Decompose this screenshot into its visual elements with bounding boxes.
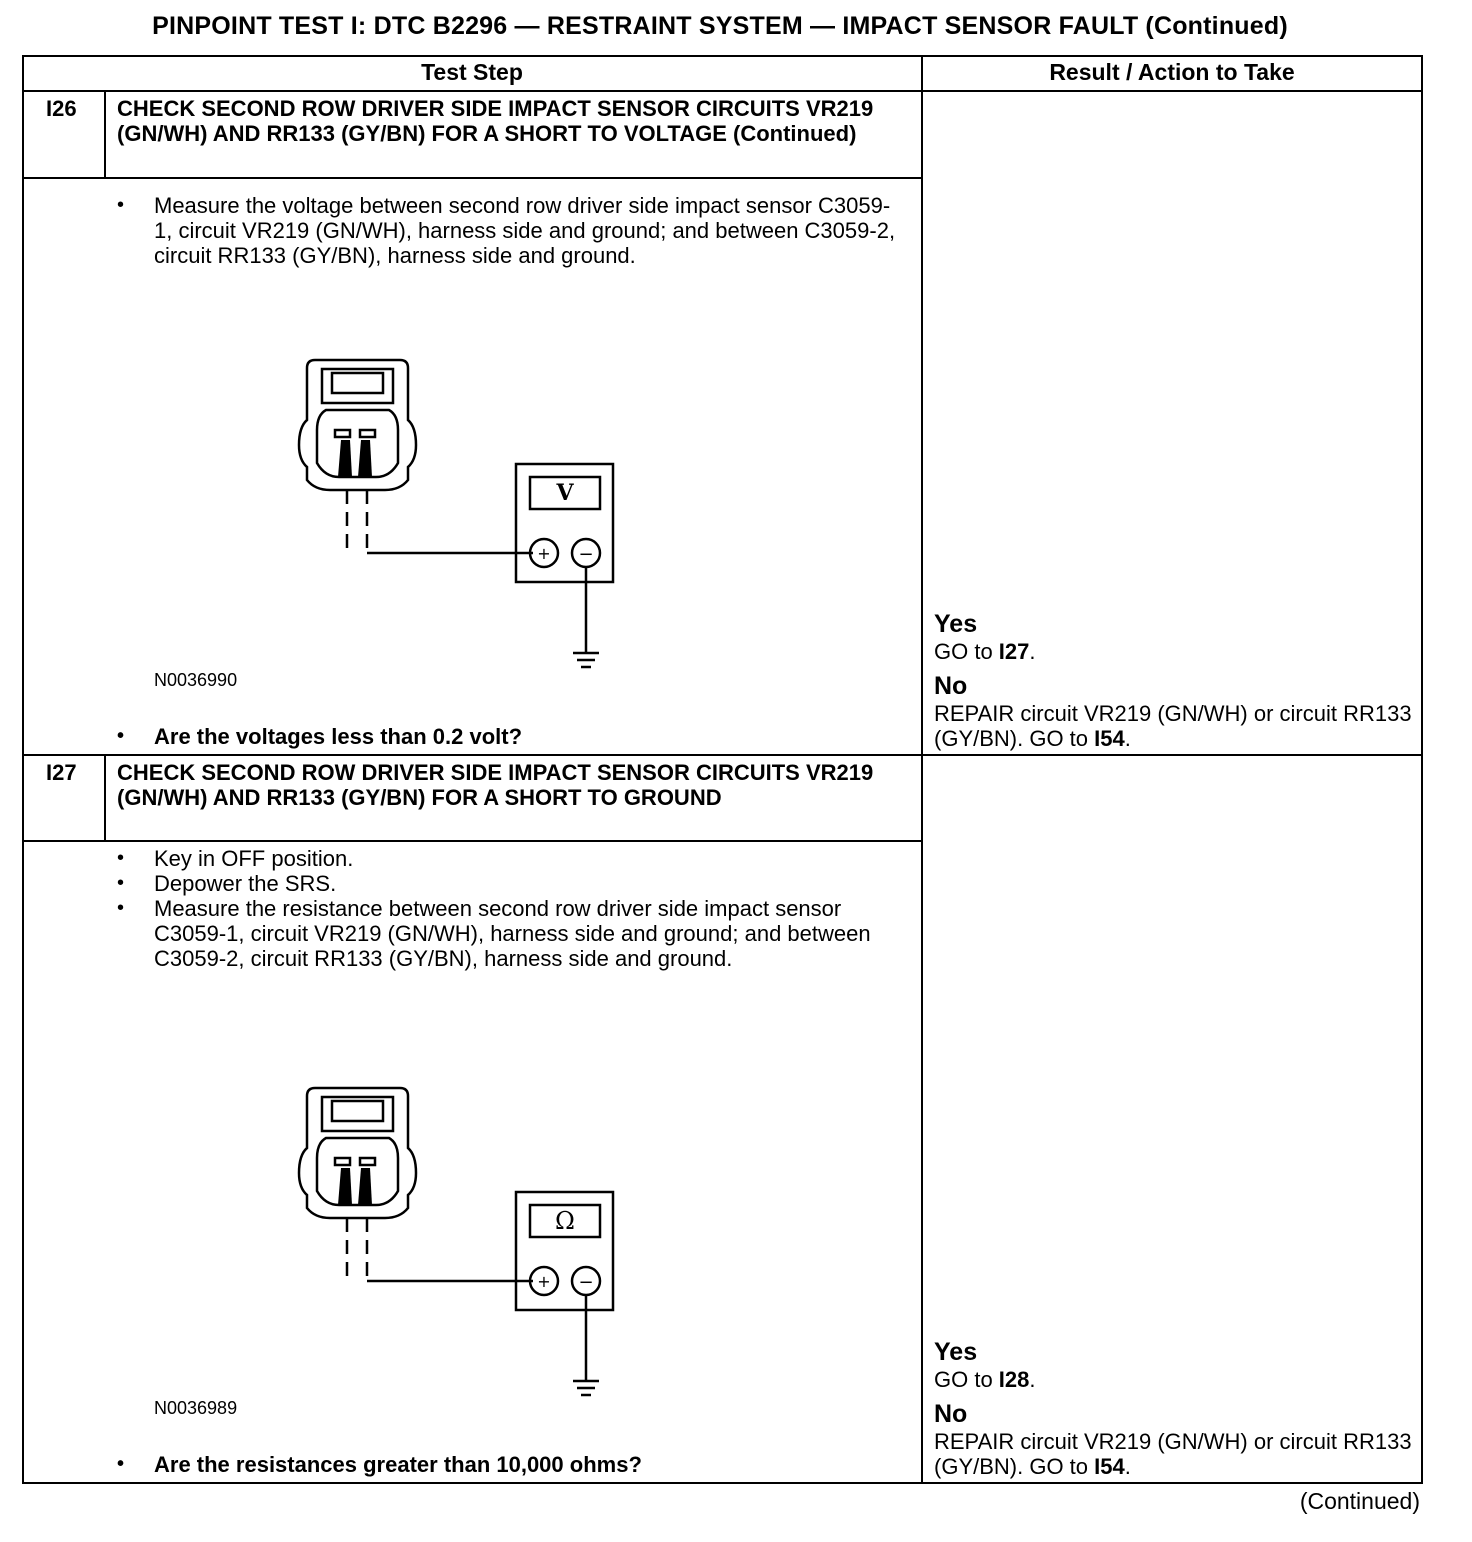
harness-wires: [347, 1218, 533, 1281]
positive-terminal-icon: +: [537, 544, 551, 563]
step-divider: [22, 754, 1423, 756]
question-list: [117, 1452, 907, 1477]
figure-id: N0036990: [154, 670, 238, 690]
step-number: I27: [46, 760, 77, 785]
no-action: REPAIR circuit VR219 (GN/WH) or circuit RR133 (GY/BN). GO to I54.: [934, 1429, 1412, 1479]
instruction-list: [117, 193, 907, 268]
yes-action: GO to I27.: [934, 639, 1036, 664]
header-divider: [22, 90, 1423, 92]
result-action-i26: [934, 610, 1414, 751]
no-target-link: I54: [1094, 1454, 1125, 1479]
instruction-item: • Depower the SRS.: [117, 871, 907, 896]
result-action-i27: [934, 1338, 1414, 1479]
no-label: No: [934, 1400, 968, 1428]
yes-action: GO to I28.: [934, 1367, 1036, 1392]
yes-label: Yes: [934, 1338, 978, 1366]
instruction-list: [117, 846, 907, 971]
connector-c3059: [299, 360, 416, 490]
test-question: • Are the voltages less than 0.2 volt?: [117, 724, 907, 749]
yes-target-link: I27: [998, 639, 1030, 664]
meter-symbol: V: [556, 480, 574, 506]
figure-id: N0036989: [154, 1398, 238, 1418]
no-label: No: [934, 672, 968, 700]
step-number-divider-i27: [104, 754, 106, 842]
connector-terminals: [338, 1168, 372, 1205]
yes-label: Yes: [934, 610, 978, 638]
harness-wires: [347, 490, 533, 553]
connector-c3059: [299, 1088, 416, 1218]
question-list: [117, 724, 907, 749]
step-number-divider-i26: [104, 90, 106, 178]
negative-terminal-icon: −: [578, 1272, 594, 1293]
step-title: CHECK SECOND ROW DRIVER SIDE IMPACT SENSOR CIRCUITS VR219 (GN/WH) AND RR133 (GY/BN) FOR A SHORT TO VOLTAGE (Continued): [117, 96, 874, 146]
column-header-test-step: Test Step: [421, 59, 523, 85]
voltmeter-diagram: [290, 355, 630, 675]
step-title: CHECK SECOND ROW DRIVER SIDE IMPACT SENSOR CIRCUITS VR219 (GN/WH) AND RR133 (GY/BN) FOR A SHORT TO GROUND: [117, 760, 874, 810]
column-header-result: Result / Action to Take: [1049, 59, 1295, 85]
negative-terminal-icon: −: [578, 544, 594, 565]
yes-target-link: I28: [998, 1367, 1030, 1392]
no-action: REPAIR circuit VR219 (GN/WH) or circuit RR133 (GY/BN). GO to I54.: [934, 701, 1412, 751]
no-target-link: I54: [1094, 726, 1125, 751]
ohmmeter-diagram: [290, 1083, 630, 1403]
step-title-underline-i26: [22, 177, 922, 179]
step-title-underline-i27: [22, 840, 922, 842]
step-number: I26: [46, 96, 77, 121]
instruction-item: • Key in OFF position.: [117, 846, 907, 871]
continued-note: (Continued): [1299, 1488, 1420, 1514]
column-divider: [921, 55, 923, 1484]
connector-terminals: [338, 440, 372, 477]
meter-symbol: Ω: [555, 1207, 575, 1235]
test-question: • Are the resistances greater than 10,000 ohms?: [117, 1452, 907, 1477]
instruction-item: • Measure the voltage between second row driver side impact sensor C3059-1, circuit VR219 (GN/WH), harness side and ground; and between C3059-2, circuit RR133 (GY/BN), harness side and ground.: [117, 193, 907, 268]
positive-terminal-icon: +: [537, 1272, 551, 1291]
page-title: PINPOINT TEST I: DTC B2296 — RESTRAINT SYSTEM — IMPACT SENSOR FAULT (Continued): [152, 12, 1288, 40]
instruction-item: • Measure the resistance between second row driver side impact sensor C3059-1, circuit VR219 (GN/WH), harness side and ground; and between C3059-2, circuit RR133 (GY/BN), harness side and ground.: [117, 896, 907, 971]
